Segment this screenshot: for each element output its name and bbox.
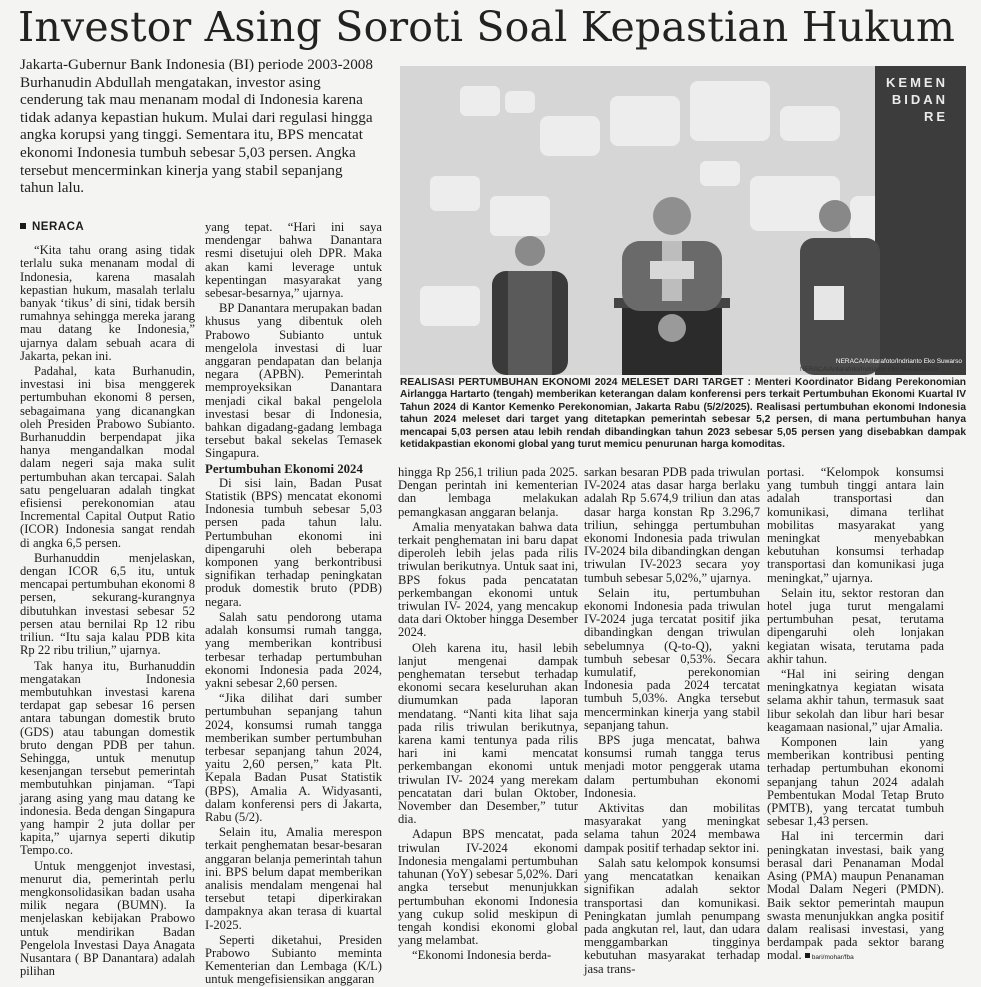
article-paragraph: “Kita tahu orang asing tidak terlalu suka menanam modal di Indonesia, karena masalah kepastian hukum, masalah terlalu banyak ‘tikus’ di sini, tidak bersih rumahnya sehingga mereka jarang mau datang ke Indonesia,” ujarnya dalam sebuah acara di Jakarta, pekan ini. [20,243,195,363]
article-paragraph-text: Hal ini tercermin dari peningkatan investasi, baik yang berasal dari Penanaman Modal Asing (PMA) maupun Penanaman Modal Dalam Negeri (PMDN). Baik sektor pemerintah maupun swasta menunjukkan angka positif dalam realisasi investasi, yang berdampak pada sektor barang modal. [767,829,944,963]
article-paragraph: Padahal, kata Burhanudin, investasi ini bisa menggerek pertumbuhan ekonomi 8 persen, sebagaimana yang dicanangkan oleh Presiden Prabowo Subianto. Burhanuddin berpendapat jika hanya mengandalkan modal dalam negeri saja maka sulit pertumbuhan akan tercapai. Salah satu pengeluaran adalah tingkat efisiensi perekonomian atau Incremental Capital Output Ratio (ICOR) Indonesia sangat rendah di angka 6,5 persen. [20,364,195,550]
logo-line: BIDAN [891,92,948,107]
subheading: Pertumbuhan Ekonomi 2024 [205,461,363,476]
photo-illustration [400,66,966,375]
article-paragraph: Adapun BPS mencatat, pada triwulan IV-2024 ekonomi Indonesia mengalami pertumbuhan tahunan (YoY) sebesar 5,02%. Dari angka tersebut menunjukkan pertumbuhan ekonomi Indonesia yang cukup solid meskipun di tengah kondisi ekonomi global yang melambat. [398,827,578,948]
article-paragraph: Salah satu kelompok konsumsi yang mencatatkan kenaikan signifikan adalah sektor transportasi dan komunikasi. Peningkatan jumlah penumpang pada angkutan rel, laut, dan udara menggambarkan tingginya kebutuhan masyarakat terhadap jasa trans- [584,855,760,976]
signature-square-icon [805,953,810,958]
article-paragraph: yang tepat. “Hari ini saya mendengar bahwa Danantara resmi disetujui oleh DPR. Maka akan kami leverage untuk kepentingan masyarakat yang sebesar-besarnya,” ujarnya. [205,220,382,301]
lead-paragraph: Jakarta-Gubernur Bank Indonesia (BI) periode 2003-2008 Burhanudin Abdullah mengatakan, investor asing cenderung tak mau menanam modal di Indonesia karena tidak adanya kepastian hukum. Mulai dari regulasi hingga angka korupsi yang tinggi. Sementara itu, BPS mencatat ekonomi Indonesia tumbuh sebesar 5,03 persen. Angka tersebut mencerminkan kinerja yang stabil sepanjang tahun lalu. [20,56,373,197]
article-column-1 [20,221,195,979]
article-paragraph [767,830,944,964]
photo-backdrop-logo [886,74,948,125]
headline: Investor Asing Soroti Soal Kepastian Hukum [18,3,956,51]
article-paragraph: hingga Rp 256,1 triliun pada 2025. Dengan perintah ini kementerian dan lembaga melakukan pemangkasan anggaran belanja. [398,465,578,519]
article-paragraph: Aktivitas dan mobilitas masyarakat yang meningkat selama tahun 2024 membawa dampak positif terhadap sektor ini. [584,801,760,855]
article-paragraph: portasi. “Kelompok konsumsi yang tumbuh tinggi antara lain adalah transportasi dan komunikasi, dimana terlihat mobilitas masyarakat yang meningkat menyebabkan kebutuhan konsumsi terhadap transportasi dan komunikasi juga meningkat,” ujarnya. [767,465,944,585]
article-paragraph: Selain itu, Amalia merespon terkait penghematan besar-besaran anggaran belanja pemerintah tahun ini. BPS belum dapat memberikan analisis mendalam mengenai hal tersebut tetapi diperkirakan dampaknya akan terasa di kuartal I-2025. [205,825,382,932]
news-photo [400,66,966,375]
article-paragraph: Untuk menggenjot investasi, menurut dia, pemerintah perlu mengkonsolidasikan badan usaha milik negara (BUMN). Ia menjelaskan kebijakan Prabowo untuk mendirikan Badan Pengelola Investasi Daya Anagata Nusantara ( BP Danantara) adalah pilihan [20,858,195,979]
article-paragraph: Oleh karena itu, hasil lebih lanjut mengenai dampak penghematan tersebut terhadap ekonomi secara keseluruhan akan diumumkan pada laporan mendatang. “Nanti kita lihat saja pada rilis triwulan berikutnya, karena kami tentunya pada rilis hari ini kami mencatat perkembangan ekonomi untuk triwulan IV- 2024 yang merekam pencatatan dari bulan Oktober, November dan Desember,” tutur dia. [398,640,578,827]
article-paragraph: Amalia menyatakan bahwa data terkait penghematan ini baru dapat diperoleh lebih jelas pada rilis triwulan berikutnya. Untuk saat ini, BPS fokus pada pencatatan perkembangan ekonomi untuk triwulan IV- 2024, yang mencakup data dari Oktober hingga Desember 2024. [398,519,578,640]
article-column-2 [205,220,382,987]
photo-credit-top: NERACA/Antarafoto/Indrianto Eko Suwarso [835,358,962,365]
article-column-5 [767,465,944,963]
article-paragraph: sarkan besaran PDB pada triwulan IV-2024 atas dasar harga berlaku adalah Rp 5.674,9 triliun dan atas dasar harga konstan Rp 3.296,7 triliun, sehingga pertumbuhan ekonomi Indonesia pada triwulan IV-2024 bila dibandingkan dengan triwulan IV-2023 secara yoy tumbuh sebesar 5,02%,” ujarnya. [584,465,760,585]
article-paragraph: Di sisi lain, Badan Pusat Statistik (BPS) mencatat ekonomi Indonesia tumbuh sebesar 5,03 persen pada tahun lalu. Pertumbuhan ekonomi ini dipengaruhi oleh beberapa komponen yang berkontribusi signifikan terhadap peningkatan produk domestik bruto (PDB) negara. [205,475,382,609]
article-paragraph: “Jika dilihat dari sumber pertumbuhan sepanjang tahun 2024, konsumsi rumah tangga memberikan sumber pertumbuhan terbesar sepanjang tahun 2024, yaitu 2,60 persen,” kata Plt. Kepala Badan Pusat Statistik (BPS), Amalia A. Widyasanti, dalam konferensi pers di Jakarta, Rabu (5/2). [205,691,382,824]
signature: bari/mohar/fba [811,954,854,962]
byline-text: NERACA [32,221,85,233]
photo-credit-bottom: NERACA/Antarafoto/Indrianto Eko Suwarso/tom [800,366,939,373]
article-column-4 [584,465,760,976]
logo-line: KEMEN [886,75,948,90]
article-paragraph: BP Danantara merupakan badan khusus yang dibentuk oleh Prabowo Subianto untuk mengelola investasi di luar anggaran pendapatan dan belanja negara (APBN). Pemerintah memproyeksikan Danantara menjadi cikal bakal pengelola investasi besar di Indonesia, bahkan digadang-gadang lembaga tersebut bakal sekelas Temasek Singapura. [205,301,382,461]
article-paragraph: Tak hanya itu, Burhanuddin mengatakan Indonesia membutuhkan investasi karena terdapat gap sebesar 16 persen antara tabungan domestik bruto (GDS) atau tabungan domestik bruto dengan PDB per tahun. Sehingga, untuk menutup kesenjangan tersebut pemerintah membutuhkan pinjaman. “Tapi jarang asing yang mau datang ke indonesia. Beda dengan Singapura yang hampir 2 juta dollar per kapita,” ujarnya seperti dikutip Tempo.co. [20,658,195,858]
article-paragraph: Burhanuddin menjelaskan, dengan ICOR 6,5 itu, untuk mencapai pertumbuhan ekonomi 8 persen, sekurang-kurangnya dibutuhkan investasi sebesar 52 persen atau bernilai Rp 12 ribu triliun. “Itu saja kalau PDB kita Rp 22 ribu triliun,” ujarnya. [20,550,195,658]
logo-line: RE [923,109,948,124]
photo-caption: REALISASI PERTUMBUHAN EKONOMI 2024 MELESET DARI TARGET : Menteri Koordinator Bidang Perekonomian Airlangga Hartarto (tengah) memberikan keterangan dalam konferensi pers terkait Pertumbuhan Ekonomi Kuartal IV Tahun 2024 di Kantor Kemenko Perekonomian, Jakarta Rabu (5/2/2025). Realisasi pertumbuhan ekonomi Indonesia tahun 2024 meleset dari target yang ditetapkan pemerintah sebesar 5,2 persen, di mana pertumbuhan hanya mencapai 5,03 persen atau lebih rendah dibandingkan tahun 2023 sebesar 5,05 persen yang disebabkan dampak ketidakpastian ekonomi global yang turut memicu penurunan harga komoditas. [400,377,966,451]
article-column-3 [398,465,578,963]
article-paragraph: Salah satu pendorong utama adalah konsumsi rumah tangga, yang memberikan kontribusi terbesar terhadap pertumbuhan ekonomi Indonesia pada 2024, yakni sebesar 2,60 persen. [205,609,382,690]
article-paragraph: Selain itu, sektor restoran dan hotel juga turut mengalami pertumbuhan pesat, terutama dipengaruhi oleh lonjakan kegiatan wisata, terutama pada akhir tahun. [767,585,944,666]
article-paragraph: Selain itu, pertumbuhan ekonomi Indonesia pada triwulan IV-2024 juga tercatat positif jika dibandingkan dengan triwulan sebelumnya (Q-to-Q), yakni tumbuh sebesar 0,53%. Secara kumulatif, perekonomian Indonesia pada 2024 tercatat tumbuh 5,03%. Angka tersebut mencerminkan kinerja yang stabil sepanjang tahun. [584,585,760,732]
byline-square-icon [20,223,26,229]
byline [20,221,195,234]
article-paragraph: Komponen lain yang memberikan kontribusi penting terhadap pertumbuhan ekonomi sepanjang tahun 2024 adalah Pembentukan Modal Tetap Bruto (PMTB), yang tercatat tumbuh sebesar 1,43 persen. [767,735,944,829]
article-paragraph: BPS juga mencatat, bahwa konsumsi rumah tangga terus menjadi motor penggerak utama dalam pertumbuhan ekonomi Indonesia. [584,733,760,800]
article-paragraph: “Ekonomi Indonesia berda- [412,948,552,963]
article-paragraph: “Hal ini seiring dengan meningkatnya kegiatan wisata selama akhir tahun, termasuk saat libur sekolah dan libur hari besar keagamaan nasional,” ujar Amalia. [767,667,944,734]
article-paragraph: Seperti diketahui, Presiden Prabowo Subianto meminta Kementerian dan Lembaga (K/L) untuk mengefisiensikan anggaran [205,932,382,987]
